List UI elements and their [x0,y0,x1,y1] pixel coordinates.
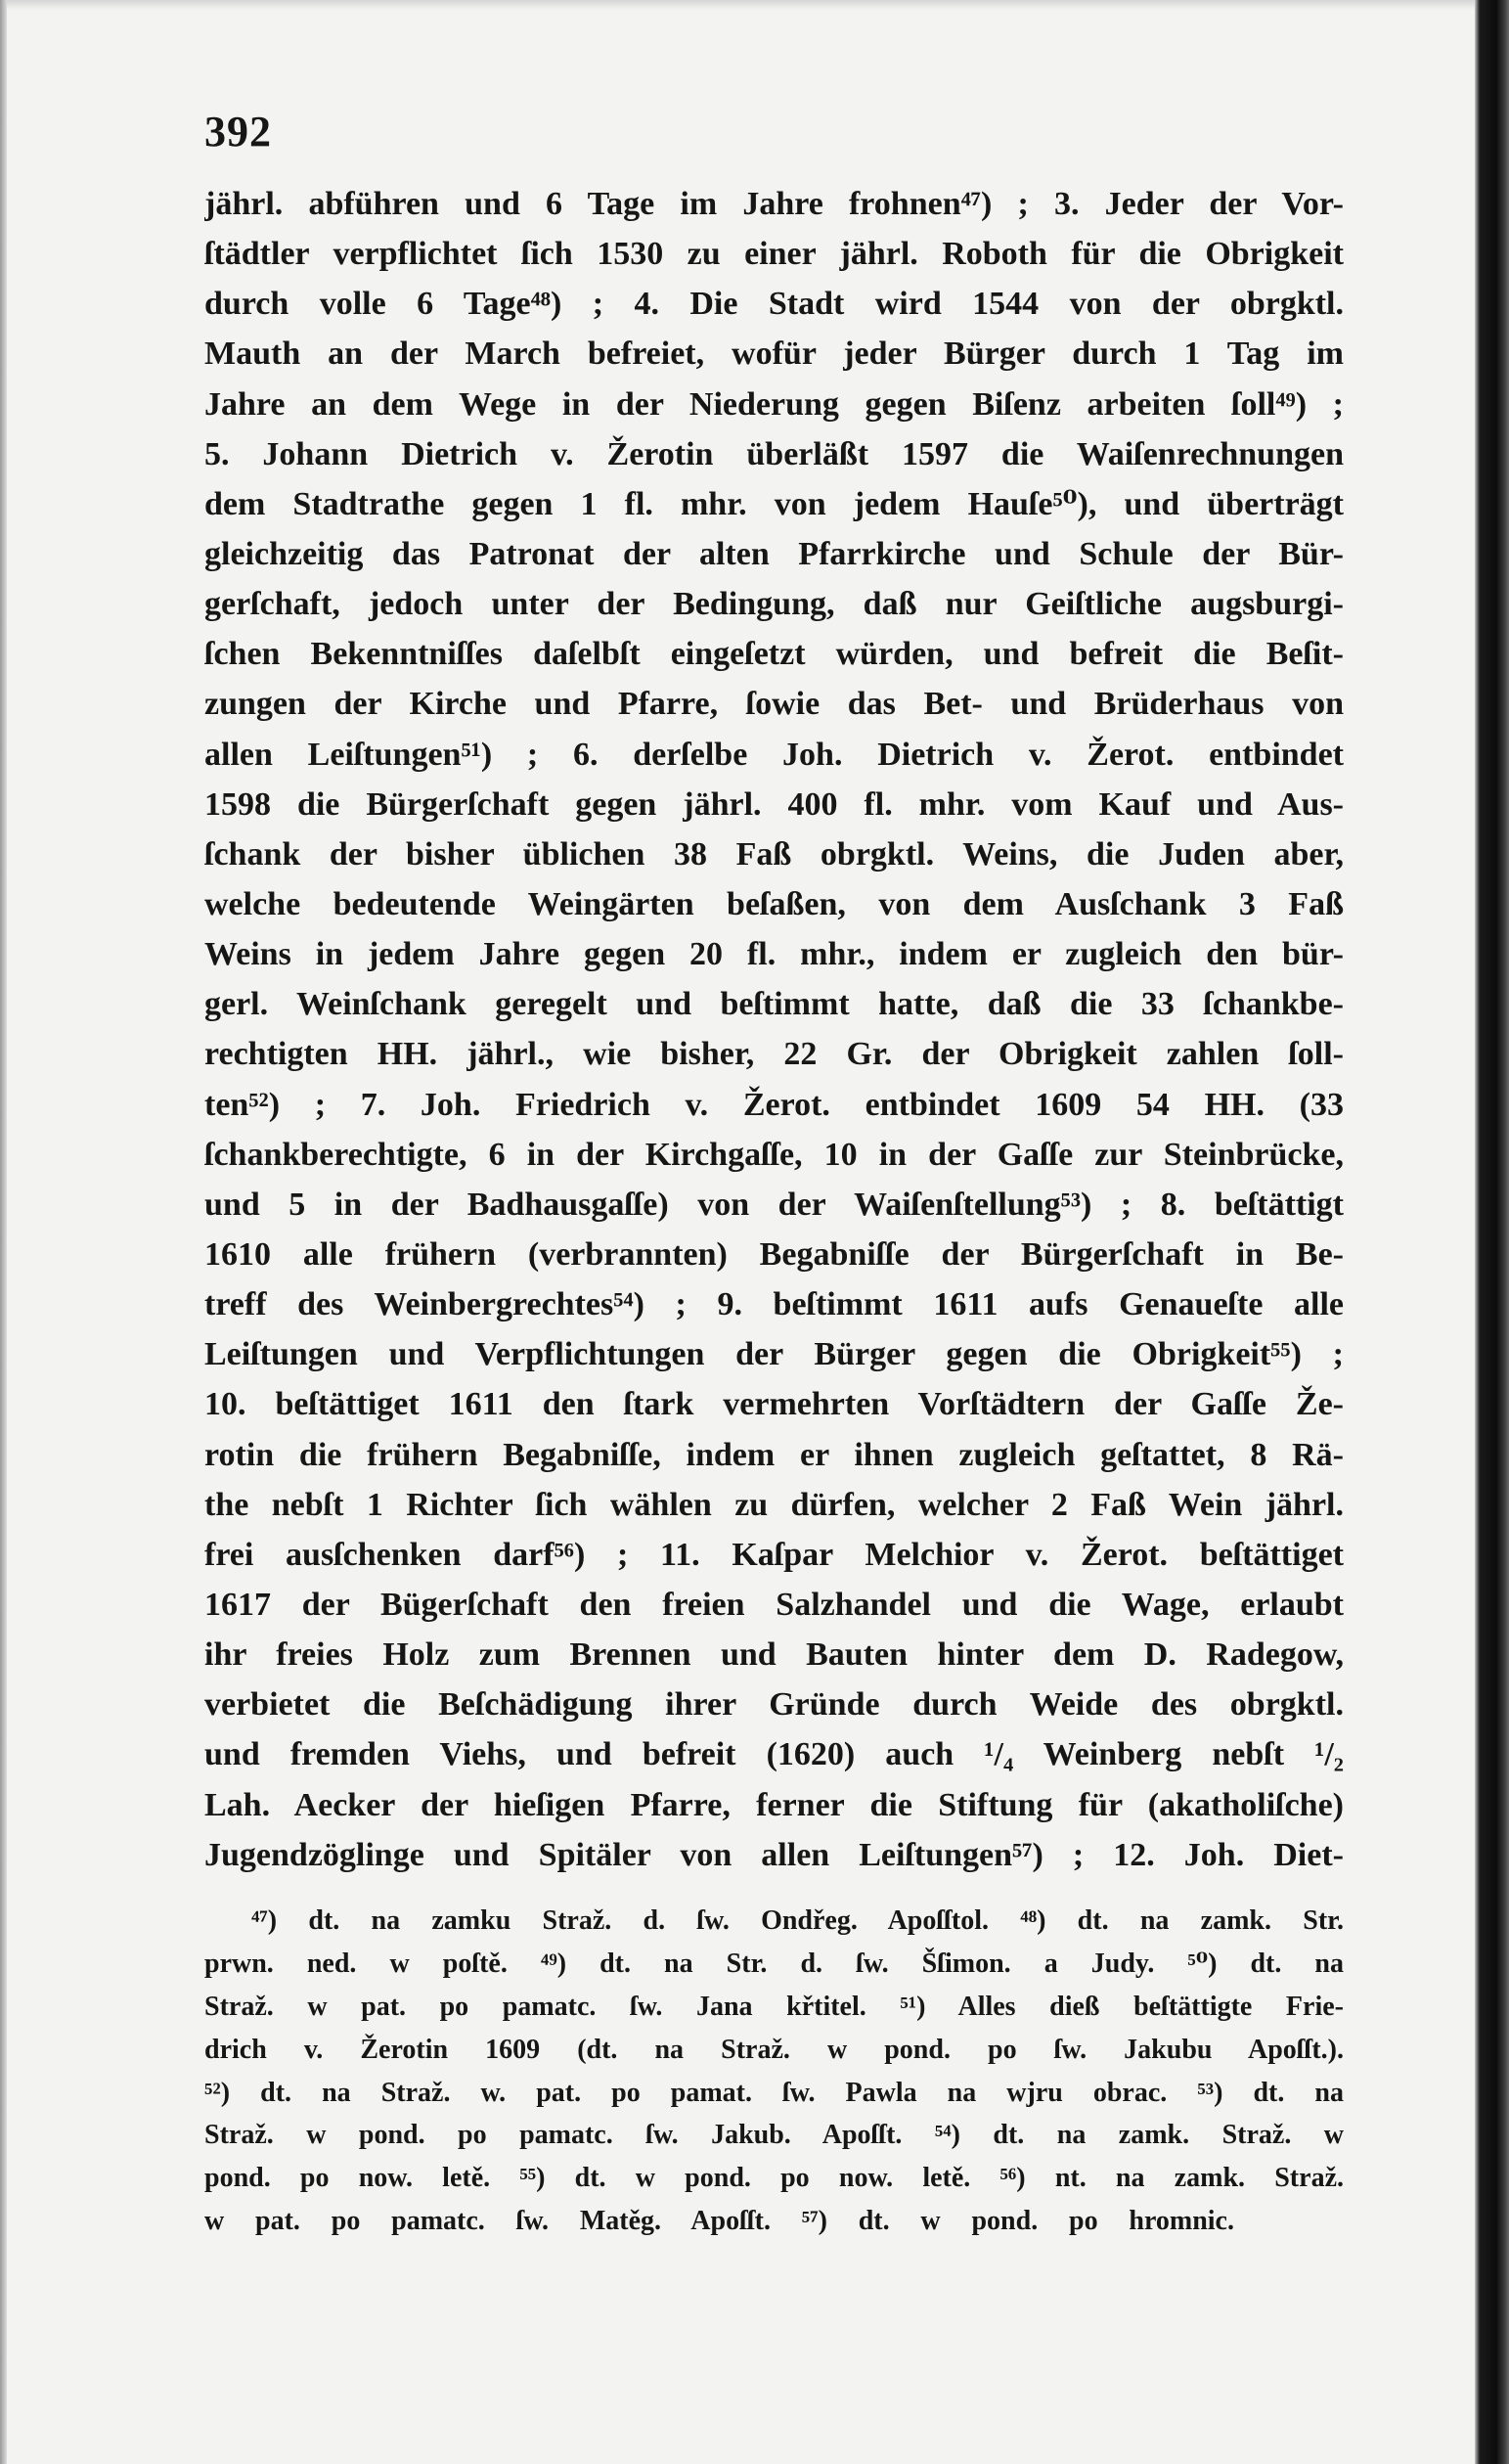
body-line: ten⁵²) ; 7. Joh. Friedrich v. Žerot. entbindet 1609 54 HH. (33 [204,1086,1344,1123]
body-line: gleichzeitig das Patronat der alten Pfarrkirche und Schule der Bür- [204,535,1344,572]
body-line: Weins in jedem Jahre gegen 20 fl. mhr., indem er zugleich den bür- [204,936,1344,973]
footnote-line: Straž. w pat. po pamatc. ſw. Jana křtitel. ⁵¹) Alles dieß beſtättigte Frie- [204,1991,1344,2022]
body-line: ſtädtler verpflichtet ſich 1530 zu einer jährl. Roboth für die Obrigkeit [204,236,1344,273]
body-line: Leiſtungen und Verpflichtungen der Bürger gegen die Obrigkeit⁵⁵) ; [204,1336,1344,1373]
scan-edge-right [1475,0,1509,2464]
footnote-line: prwn. ned. w poſtě. ⁴⁹) dt. na Str. d. ſw. Šſimon. a Judy. ⁵⁰) dt. na [204,1948,1344,1979]
footnote-line: w pat. po pamatc. ſw. Matěg. Apoſſt. ⁵⁷) dt. w pond. po hromnic. [204,2206,1234,2237]
body-line: zungen der Kirche und Pfarre, ſowie das Bet- und Brüderhaus von [204,686,1344,723]
footnote-line: drich v. Žerotin 1609 (dt. na Straž. w pond. po ſw. Jakubu Apoſſt.). [204,2034,1344,2065]
body-line: ihr freies Holz zum Brennen und Bauten hinter dem D. Radegow, [204,1636,1344,1674]
footnote-line: Straž. w pond. po pamatc. ſw. Jakub. Apoſſt. ⁵⁴) dt. na zamk. Straž. w [204,2120,1344,2151]
body-line: rotin die frühern Begabniſſe, indem er ihnen zugleich geſtattet, 8 Rä- [204,1436,1344,1473]
body-line: und fremden Viehs, und befreit (1620) auch ¹/₄ Weinberg nebſt ¹/₂ [204,1736,1344,1773]
body-line: Jugendzöglinge und Spitäler von allen Leiſtungen⁵⁷) ; 12. Joh. Diet- [204,1836,1344,1873]
body-line: 1617 der Bügerſchaft den freien Salzhandel und die Wage, erlaubt [204,1586,1344,1623]
body-line: 1610 alle frühern (verbrannten) Begabniſſe der Bürgerſchaft in Be- [204,1235,1344,1273]
body-line: gerſchaft, jedoch unter der Bedingung, daß nur Geiſtliche augsburgi- [204,586,1344,623]
body-line: treff des Weinbergrechtes⁵⁴) ; 9. beſtimmt 1611 aufs Genaueſte alle [204,1286,1344,1323]
body-line: ſchank der bisher üblichen 38 Faß obrgktl. Weins, die Juden aber, [204,835,1344,873]
body-line: gerl. Weinſchank geregelt und beſtimmt hatte, daß die 33 ſchankbe- [204,986,1344,1023]
body-line: 1598 die Bürgerſchaft gegen jährl. 400 fl. mhr. vom Kauf und Aus- [204,785,1344,823]
footnote-line: pond. po now. letě. ⁵⁵) dt. w pond. po now. letě. ⁵⁶) nt. na zamk. Straž. [204,2163,1344,2194]
footnotes [204,1900,1344,2243]
body-line: dem Stadtrathe gegen 1 fl. mhr. von jedem Hauſe⁵⁰), und überträgt [204,485,1344,522]
body-text [204,179,1344,1880]
body-line: 5. Johann Dietrich v. Žerotin überläßt 1597 die Waiſenrechnungen [204,435,1344,472]
body-line: 10. beſtättiget 1611 den ſtark vermehrten Vorſtädtern der Gaſſe Že- [204,1386,1344,1423]
body-line: Jahre an dem Wege in der Niederung gegen Biſenz arbeiten ſoll⁴⁹) ; [204,385,1344,423]
body-line: welche bedeutende Weingärten beſaßen, von dem Ausſchank 3 Faß [204,885,1344,922]
scan-edge-top [0,0,1475,10]
body-line: verbietet die Beſchädigung ihrer Gründe durch Weide des obrgktl. [204,1686,1344,1724]
body-line: Mauth an der March befreiet, wofür jeder Bürger durch 1 Tag im [204,336,1344,373]
footnote-line: ⁴⁷) dt. na zamku Straž. d. ſw. Ondřeg. Apoſſtol. ⁴⁸) dt. na zamk. Str. [251,1905,1344,1936]
body-line: frei ausſchenken darf⁵⁶) ; 11. Kaſpar Melchior v. Žerot. beſtättiget [204,1536,1344,1573]
body-line: jährl. abführen und 6 Tage im Jahre frohnen⁴⁷) ; 3. Jeder der Vor- [204,186,1344,222]
body-line: durch volle 6 Tage⁴⁸) ; 4. Die Stadt wird 1544 von der obrgktl. [204,286,1344,323]
body-line: Lah. Aecker der hieſigen Pfarre, ferner die Stiftung für (akatholiſche) [204,1786,1344,1823]
body-line: und 5 in der Badhausgaſſe) von der Waiſenſtellung⁵³) ; 8. beſtättigt [204,1186,1344,1223]
body-line: rechtigten HH. jährl., wie bisher, 22 Gr. der Obrigkeit zahlen ſoll- [204,1036,1344,1073]
page-number: 392 [204,108,272,156]
scan-edge-left [0,0,7,2464]
footnote-line: ⁵²) dt. na Straž. w. pat. po pamat. ſw. Pawla na wjru obrac. ⁵³) dt. na [204,2077,1344,2108]
body-line: the nebſt 1 Richter ſich wählen zu dürfen, welcher 2 Faß Wein jährl. [204,1486,1344,1523]
body-line: ſchen Bekenntniſſes daſelbſt eingeſetzt würden, und befreit die Beſit- [204,636,1344,673]
body-line: allen Leiſtungen⁵¹) ; 6. derſelbe Joh. Dietrich v. Žerot. entbindet [204,736,1344,773]
body-line: ſchankberechtigte, 6 in der Kirchgaſſe, 10 in der Gaſſe zur Steinbrücke, [204,1136,1344,1173]
